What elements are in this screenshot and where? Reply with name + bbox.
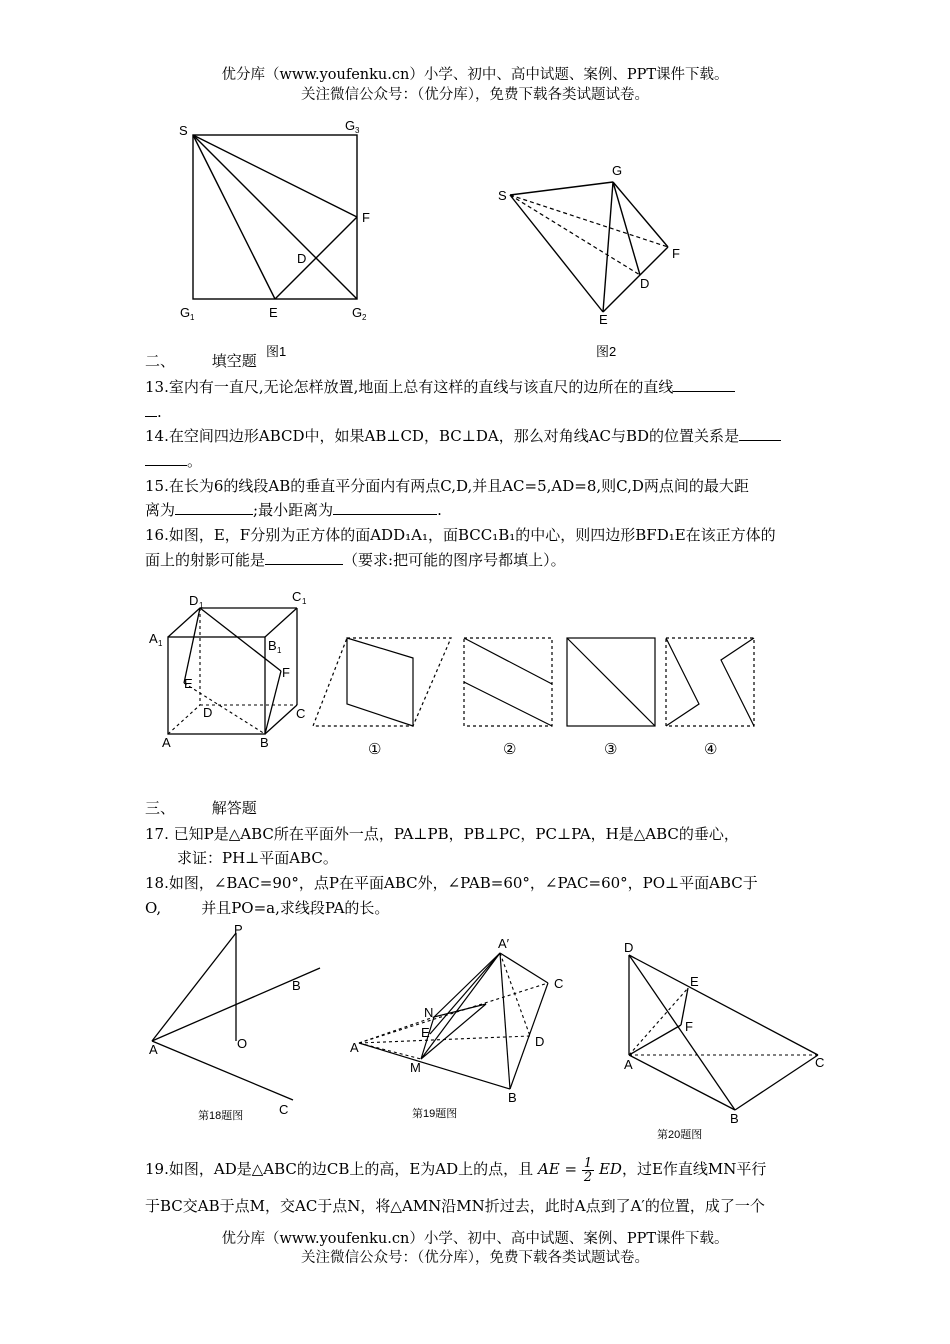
q13-answer-blank-cont[interactable] bbox=[145, 402, 157, 417]
cube-label-D1-sub: 1 bbox=[199, 601, 204, 610]
q19-lhs: AE bbox=[537, 1160, 560, 1178]
fig1-label-E: E bbox=[269, 305, 278, 320]
fig19-label-E: E bbox=[421, 1025, 430, 1040]
q15-min-label: ;最小距离为 bbox=[253, 501, 334, 519]
option-1-figure bbox=[310, 632, 455, 732]
header-line-1: 优分库（www.youfenku.cn）小学、初中、高中试题、案例、PPT课件下载。 bbox=[221, 67, 729, 83]
section-2-number: 二、 bbox=[145, 352, 176, 370]
fig18-label-P: P bbox=[234, 922, 243, 937]
fig19-label-C: C bbox=[554, 976, 564, 991]
section-3-heading bbox=[145, 798, 257, 818]
q15-min-blank[interactable] bbox=[333, 500, 437, 515]
cube-label-A: A bbox=[162, 735, 171, 750]
fig1-label-G1-sub: 1 bbox=[190, 313, 195, 322]
option-1-label: ① bbox=[368, 740, 382, 758]
figure-1 bbox=[170, 115, 380, 330]
cube-figure bbox=[145, 588, 315, 753]
fig20-label-C: C bbox=[815, 1055, 825, 1070]
q13-text: 13.室内有一直尺,无论怎样放置,地面上总有这样的直线与该直尺的边所在的直线 bbox=[145, 378, 674, 396]
cube-label-B1-sub: 1 bbox=[277, 646, 282, 655]
cube-label-F: F bbox=[282, 665, 290, 680]
fig1-label-G3-sub: 3 bbox=[355, 126, 360, 135]
option-4-figure bbox=[662, 632, 760, 732]
option-2-figure bbox=[460, 632, 558, 732]
section-2-heading bbox=[145, 351, 257, 371]
section-3-title: 解答题 bbox=[211, 799, 257, 817]
q16-text-b: （要求:把可能的图序号都填上）。 bbox=[343, 551, 566, 569]
fig20-caption: 第20题图 bbox=[657, 1129, 703, 1141]
question-13-line-2 bbox=[145, 402, 162, 422]
q15-max-blank[interactable] bbox=[175, 500, 253, 515]
q16-text-a: 面上的射影可能是 bbox=[145, 551, 266, 569]
fig1-label-G2: G bbox=[352, 305, 363, 320]
option-3-label: ③ bbox=[604, 740, 618, 758]
q14-answer-blank[interactable] bbox=[739, 426, 781, 441]
q18-text-b: 并且PO=a,求线段PA的长。 bbox=[201, 899, 390, 917]
question-18: 18.如图，∠BAC=90°，点P在平面ABC外，∠PAB=60°，∠PAC=60°，PO⊥平面ABC于 bbox=[145, 874, 758, 892]
q19-fraction-num: 1 bbox=[583, 1155, 593, 1171]
question-13 bbox=[145, 377, 735, 397]
cube-label-E: E bbox=[184, 676, 193, 691]
cube-label-A1-sub: 1 bbox=[158, 639, 163, 648]
question-19-line-2: 于BC交AB于点M，交AC于点N，将△AMN沿MN折过去，此时A点到了A′的位置，成了一个 bbox=[145, 1197, 765, 1215]
fig2-label-S: S bbox=[498, 188, 507, 203]
fig2-caption: 图2 bbox=[596, 344, 617, 359]
q16-answer-blank[interactable] bbox=[265, 550, 343, 565]
fig20-label-E: E bbox=[690, 974, 699, 989]
fig1-label-S: S bbox=[179, 123, 188, 138]
cube-label-C1-sub: 1 bbox=[302, 597, 307, 606]
figure-20 bbox=[615, 935, 835, 1125]
q14-answer-blank-cont[interactable] bbox=[145, 451, 187, 466]
cube-label-B1: B bbox=[268, 638, 277, 653]
cube-label-D1: D bbox=[189, 593, 199, 608]
fig2-label-F: F bbox=[672, 246, 680, 261]
header-line-2: 关注微信公众号：（优分库），免费下载各类试题试卷。 bbox=[301, 87, 649, 103]
q19-fraction-den: 2 bbox=[583, 1169, 593, 1185]
fig20-label-B: B bbox=[730, 1111, 739, 1126]
q14-text: 14.在空间四边形ABCD中，如果AB⊥CD，BC⊥DA，那么对角线AC与BD的位置关系是 bbox=[145, 427, 740, 445]
fig20-label-F: F bbox=[685, 1019, 693, 1034]
fig2-label-E: E bbox=[599, 312, 608, 327]
figure-2 bbox=[490, 160, 690, 330]
fig1-label-F: F bbox=[362, 210, 370, 225]
fig2-label-G: G bbox=[612, 163, 623, 178]
q14-tail: 。 bbox=[187, 452, 203, 470]
cube-label-A1: A bbox=[149, 631, 158, 646]
q19-text-b: ，过E作直线MN平行 bbox=[621, 1160, 767, 1178]
q19-text-a: 19.如图，AD是△ABC的边CB上的高，E为AD上的点，且 bbox=[145, 1160, 534, 1178]
fig19-caption: 第19题图 bbox=[412, 1108, 458, 1120]
fig1-label-G3: G bbox=[345, 118, 356, 133]
question-15: 15.在长为6的线段AB的垂直平分面内有两点C,D,并且AC=5,AD=8,则C,D两点间的最大距 bbox=[145, 477, 749, 495]
footer-line-1: 优分库（www.youfenku.cn）小学、初中、高中试题、案例、PPT课件下载。 bbox=[221, 1231, 729, 1247]
cube-label-D: D bbox=[203, 705, 213, 720]
question-17: 17. 已知P是△ABC所在平面外一点，PA⊥PB，PB⊥PC，PC⊥PA，H是△ABC的垂心， bbox=[145, 825, 739, 843]
fig1-label-G2-sub: 2 bbox=[362, 313, 367, 322]
figure-19 bbox=[345, 930, 575, 1105]
cube-label-C: C bbox=[296, 706, 306, 721]
fig18-caption: 第18题图 bbox=[198, 1110, 244, 1122]
q19-fraction bbox=[582, 1157, 594, 1184]
fig19-label-M: M bbox=[410, 1060, 421, 1075]
fig18-label-O: O bbox=[237, 1036, 248, 1051]
fig19-label-D: D bbox=[535, 1034, 545, 1049]
fig20-label-D: D bbox=[624, 940, 634, 955]
question-14 bbox=[145, 426, 781, 446]
cube-label-C1: C bbox=[292, 589, 302, 604]
footer-line-2: 关注微信公众号：（优分库），免费下载各类试题试卷。 bbox=[301, 1250, 649, 1266]
q13-answer-blank[interactable] bbox=[673, 377, 735, 392]
question-16-line-2 bbox=[145, 550, 566, 570]
fig20-label-A: A bbox=[624, 1057, 633, 1072]
q15-max-label: 离为 bbox=[145, 501, 176, 519]
question-14-line-2 bbox=[145, 451, 202, 471]
fig1-label-D: D bbox=[297, 251, 307, 266]
q19-rhs: ED bbox=[598, 1160, 622, 1178]
q18-text-a: O, bbox=[145, 899, 162, 917]
fig18-label-A: A bbox=[149, 1042, 158, 1057]
fig19-label-A: A bbox=[350, 1040, 359, 1055]
option-2-label: ② bbox=[503, 740, 517, 758]
fig18-label-B: B bbox=[292, 978, 301, 993]
fig1-caption: 图1 bbox=[266, 344, 287, 359]
fig1-label-G1: G bbox=[180, 305, 191, 320]
question-19 bbox=[145, 1156, 766, 1184]
cube-label-B: B bbox=[260, 735, 269, 750]
fig2-label-D: D bbox=[640, 276, 650, 291]
fig19-label-A-prime: A′ bbox=[498, 936, 510, 951]
question-17-line-2: 求证：PH⊥平面ABC。 bbox=[177, 849, 338, 867]
fig19-label-N: N bbox=[424, 1005, 434, 1020]
fig19-label-B: B bbox=[508, 1090, 517, 1105]
question-18-line-2 bbox=[145, 898, 389, 918]
q15-tail: . bbox=[437, 501, 442, 519]
section-2-title: 填空题 bbox=[211, 352, 257, 370]
section-3-number: 三、 bbox=[145, 799, 176, 817]
option-3-figure bbox=[563, 632, 661, 732]
question-16: 16.如图，E，F分别为正方体的面ADD₁A₁，面BCC₁B₁的中心，则四边形BFD₁E在该正方体的 bbox=[145, 526, 776, 544]
question-15-line-2 bbox=[145, 500, 442, 520]
q19-eq: = bbox=[564, 1160, 578, 1178]
q13-tail: . bbox=[157, 403, 162, 421]
fig18-label-C: C bbox=[279, 1102, 289, 1117]
figure-18 bbox=[140, 920, 340, 1125]
option-4-label: ④ bbox=[704, 740, 718, 758]
